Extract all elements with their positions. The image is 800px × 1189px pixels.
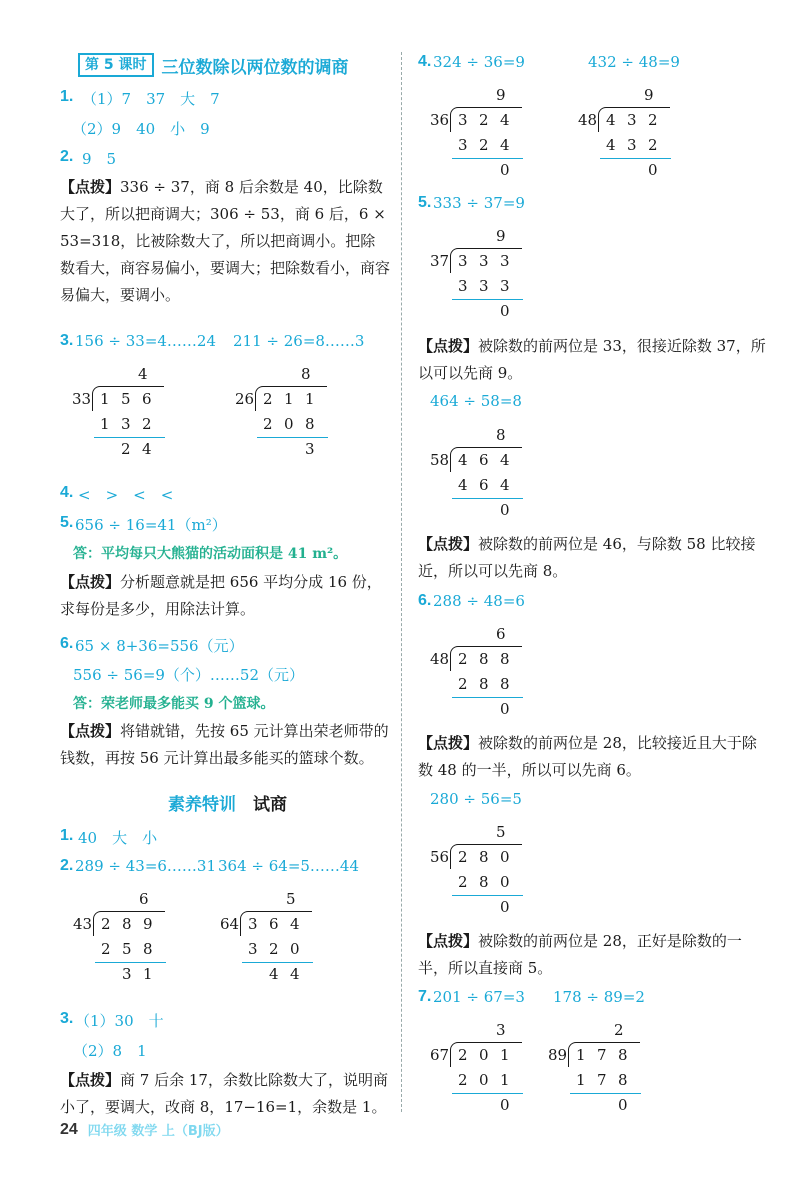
page-footer [60,1120,229,1139]
quotient: 6 [496,625,506,643]
quotient: 9 [496,86,506,104]
dividend-digit: 8 [500,650,510,668]
quotient: 9 [496,227,506,245]
r-q6-eq2: 280 ÷ 56=5 [430,790,522,808]
s2-eq2: 364 ÷ 64=5……44 [218,857,360,875]
dividend-digit: 4 [500,111,510,129]
subtract-line [452,299,523,300]
q1-answer-a: （1）7 37 大 7 [82,90,220,108]
product-digit: 0 [500,873,510,891]
subtract-line [452,697,523,698]
q5-tip-text: 分析题意就是把 656 平均分成 16 份，求每份是多少，用除法计算。 [60,573,382,618]
dividend-digit: 2 [101,915,111,933]
dividend-digit: 8 [122,915,132,933]
q2-answer: 9 5 [82,150,117,168]
q6-tip [60,718,390,772]
tip-label: 【点拨】 [418,337,479,355]
lesson-title: 三位数除以两位数的调商 [161,57,349,78]
divisor: 33 [72,390,92,408]
r-q5-tip1-text: 被除数的前两位是 33，很接近除数 37，所以可以先商 9。 [418,337,766,382]
remainder-digit: 0 [500,302,510,320]
subtract-line [452,895,523,896]
q5-eq: 656 ÷ 16=41（m²） [75,516,227,534]
s1-answer: 40 大 小 [78,829,158,847]
r-q7-eq2: 178 ÷ 89=2 [553,988,645,1006]
divisor: 37 [430,252,450,270]
product-digit: 0 [284,415,294,433]
dividend-digit: 2 [648,111,658,129]
quotient: 5 [286,890,296,908]
q5-number: 5. [60,514,74,531]
dividend-digit: 8 [479,650,489,668]
divisor: 67 [430,1046,450,1064]
r-q6-number: 6. [418,592,432,609]
divisor: 48 [430,650,450,668]
product-digit: 3 [248,940,258,958]
remainder-digit: 4 [290,965,300,983]
remainder-digit: 0 [618,1096,628,1114]
q6-answer: 答：荣老师最多能买 9 个篮球。 [73,696,275,712]
r-q5-eq1: 333 ÷ 37=9 [433,194,525,212]
dividend-digit: 1 [576,1046,586,1064]
product-digit: 4 [500,136,510,154]
divisor: 89 [548,1046,568,1064]
dividend-digit: 8 [618,1046,628,1064]
subtract-line [95,962,166,963]
remainder-digit: 0 [500,898,510,916]
product-digit: 6 [479,476,489,494]
r-q6-tip2 [418,928,770,982]
dividend-digit: 3 [627,111,637,129]
product-digit: 2 [648,136,658,154]
q1-number: 1. [60,88,74,105]
q6-eq2: 556 ÷ 56=9（个）……52（元） [73,666,305,684]
product-digit: 2 [263,415,273,433]
product-digit: 8 [500,675,510,693]
remainder-digit: 0 [648,161,658,179]
q5-answer: 答：平均每只大熊猫的活动面积是 41 m²。 [73,546,348,562]
s2-eq1: 289 ÷ 43=6……31 [75,857,217,875]
section-title-b: 试商 [253,795,287,815]
product-digit: 8 [618,1071,628,1089]
r-q5-number: 5. [418,194,432,211]
dividend-digit: 2 [263,390,273,408]
lesson-header [78,53,349,77]
r-q4-eq1: 324 ÷ 36=9 [433,53,525,71]
product-digit: 4 [500,476,510,494]
subtract-line [257,437,328,438]
dividend-digit: 4 [458,451,468,469]
s3-tip-text: 商 7 后余 17，余数比除数大了，说明商小了，要调大，改商 8，17−16=1，余数是 1。 [60,1071,388,1116]
subtract-line [452,1093,523,1094]
product-digit: 2 [458,1071,468,1089]
subtract-line [600,158,671,159]
quotient: 6 [139,890,149,908]
remainder-digit: 0 [500,700,510,718]
r-q7-eq1: 201 ÷ 67=3 [433,988,525,1006]
lesson-badge: 第 5 课时 [78,53,154,77]
tip-label: 【点拨】 [60,722,121,740]
subtract-line [452,498,523,499]
q2-number: 2. [60,148,74,165]
dividend-digit: 1 [305,390,315,408]
remainder-digit: 3 [122,965,132,983]
subtract-line [242,962,313,963]
product-digit: 7 [597,1071,607,1089]
product-digit: 2 [479,136,489,154]
dividend-digit: 9 [143,915,153,933]
column-divider [401,52,402,1112]
r-q6-eq1: 288 ÷ 48=6 [433,592,525,610]
dividend-digit: 2 [479,111,489,129]
r-q6-tip1-text: 被除数的前两位是 28，比较接近且大于除数 48 的一半，所以可以先商 6。 [418,734,757,779]
tip-label: 【点拨】 [418,535,479,553]
product-digit: 3 [627,136,637,154]
dividend-digit: 4 [606,111,616,129]
dividend-digit: 2 [458,1046,468,1064]
r-q5-tip1 [418,333,770,387]
dividend-digit: 2 [458,848,468,866]
product-digit: 0 [479,1071,489,1089]
dividend-digit: 6 [269,915,279,933]
page-number: 24 [60,1120,78,1138]
remainder-digit: 0 [500,501,510,519]
subtract-line [570,1093,641,1094]
section-title [168,790,287,815]
q2-tip-text: 336 ÷ 37，商 8 后余数是 40，比除数大了，所以把商调大；306 ÷ 53，商 6 后，6 × 53=318，比被除数大了，所以把商调小。把除数看大，商容易偏小，要调大；把除数看小，商容易偏大，要调小。 [60,178,391,304]
q6-eq1: 65 × 8+36=556（元） [75,637,244,655]
dividend-digit: 0 [479,1046,489,1064]
product-digit: 1 [100,415,110,433]
q4-number: 4. [60,484,74,501]
product-digit: 8 [479,675,489,693]
product-digit: 2 [101,940,111,958]
quotient: 9 [644,86,654,104]
s3-answer-a: （1）30 十 [75,1012,164,1030]
section-title-a: 素养特训 [168,795,236,815]
s3-answer-b: （2）8 1 [73,1042,147,1060]
dividend-digit: 8 [479,848,489,866]
divisor: 64 [220,915,240,933]
subtract-line [452,158,523,159]
quotient: 4 [138,365,148,383]
dividend-digit: 5 [121,390,131,408]
divisor: 26 [235,390,255,408]
product-digit: 3 [121,415,131,433]
q5-tip [60,569,390,623]
q2-tip [60,174,390,309]
remainder-digit: 2 [121,440,131,458]
remainder-digit: 0 [500,161,510,179]
tip-label: 【点拨】 [418,932,479,950]
tip-label: 【点拨】 [60,178,121,196]
s1-number: 1. [60,827,74,844]
product-digit: 3 [458,277,468,295]
product-digit: 2 [142,415,152,433]
divisor: 56 [430,848,450,866]
r-q7-number: 7. [418,988,432,1005]
dividend-digit: 0 [500,848,510,866]
divisor: 43 [73,915,93,933]
quotient: 2 [614,1021,624,1039]
dividend-digit: 7 [597,1046,607,1064]
dividend-digit: 4 [290,915,300,933]
r-q6-tip1 [418,730,770,784]
divisor: 48 [578,111,598,129]
product-digit: 1 [500,1071,510,1089]
dividend-digit: 1 [284,390,294,408]
tip-label: 【点拨】 [60,1071,121,1089]
product-digit: 8 [143,940,153,958]
dividend-digit: 3 [458,111,468,129]
dividend-digit: 6 [479,451,489,469]
tip-label: 【点拨】 [60,573,121,591]
remainder-digit: 3 [305,440,315,458]
divisor: 36 [430,111,450,129]
s2-number: 2. [60,857,74,874]
dividend-digit: 3 [458,252,468,270]
product-digit: 0 [290,940,300,958]
product-digit: 4 [606,136,616,154]
product-digit: 5 [122,940,132,958]
q3-eq1: 156 ÷ 33=4……24 [75,332,217,350]
dividend-digit: 2 [458,650,468,668]
quotient: 8 [496,426,506,444]
q3-number: 3. [60,332,74,349]
product-digit: 2 [458,675,468,693]
product-digit: 2 [269,940,279,958]
q6-tip-text: 将错就错，先按 65 元计算出荣老师带的钱数，再按 56 元计算出最多能买的篮球个数。 [60,722,389,767]
divisor: 58 [430,451,450,469]
product-digit: 8 [305,415,315,433]
dividend-digit: 1 [100,390,110,408]
remainder-digit: 1 [143,965,153,983]
quotient: 3 [496,1021,506,1039]
q1-answer-b: （2）9 40 小 9 [72,120,210,138]
product-digit: 4 [458,476,468,494]
remainder-digit: 4 [142,440,152,458]
dividend-digit: 3 [479,252,489,270]
r-q4-number: 4. [418,53,432,70]
r-q5-tip2-text: 被除数的前两位是 46，与除数 58 比较接近，所以可以先商 8。 [418,535,756,580]
product-digit: 3 [479,277,489,295]
r-q5-tip2 [418,531,770,585]
q6-number: 6. [60,635,74,652]
dividend-digit: 6 [142,390,152,408]
r-q4-eq2: 432 ÷ 48=9 [588,53,680,71]
dividend-digit: 3 [248,915,258,933]
product-digit: 2 [458,873,468,891]
product-digit: 3 [458,136,468,154]
quotient: 5 [496,823,506,841]
q3-eq2: 211 ÷ 26=8……3 [233,332,365,350]
product-digit: 1 [576,1071,586,1089]
remainder-digit: 4 [269,965,279,983]
dividend-digit: 4 [500,451,510,469]
product-digit: 3 [500,277,510,295]
s3-tip [60,1067,390,1121]
dividend-digit: 3 [500,252,510,270]
tip-label: 【点拨】 [418,734,479,752]
r-q6-tip2-text: 被除数的前两位是 28，正好是除数的一半，所以直接商 5。 [418,932,742,977]
footer-book-title: 四年级 数学 上（BJ版） [87,1124,229,1139]
remainder-digit: 0 [500,1096,510,1114]
quotient: 8 [301,365,311,383]
product-digit: 8 [479,873,489,891]
subtract-line [94,437,165,438]
s3-number: 3. [60,1010,74,1027]
dividend-digit: 1 [500,1046,510,1064]
q4-answer: < > < < [78,486,174,504]
r-q5-eq2: 464 ÷ 58=8 [430,392,522,410]
